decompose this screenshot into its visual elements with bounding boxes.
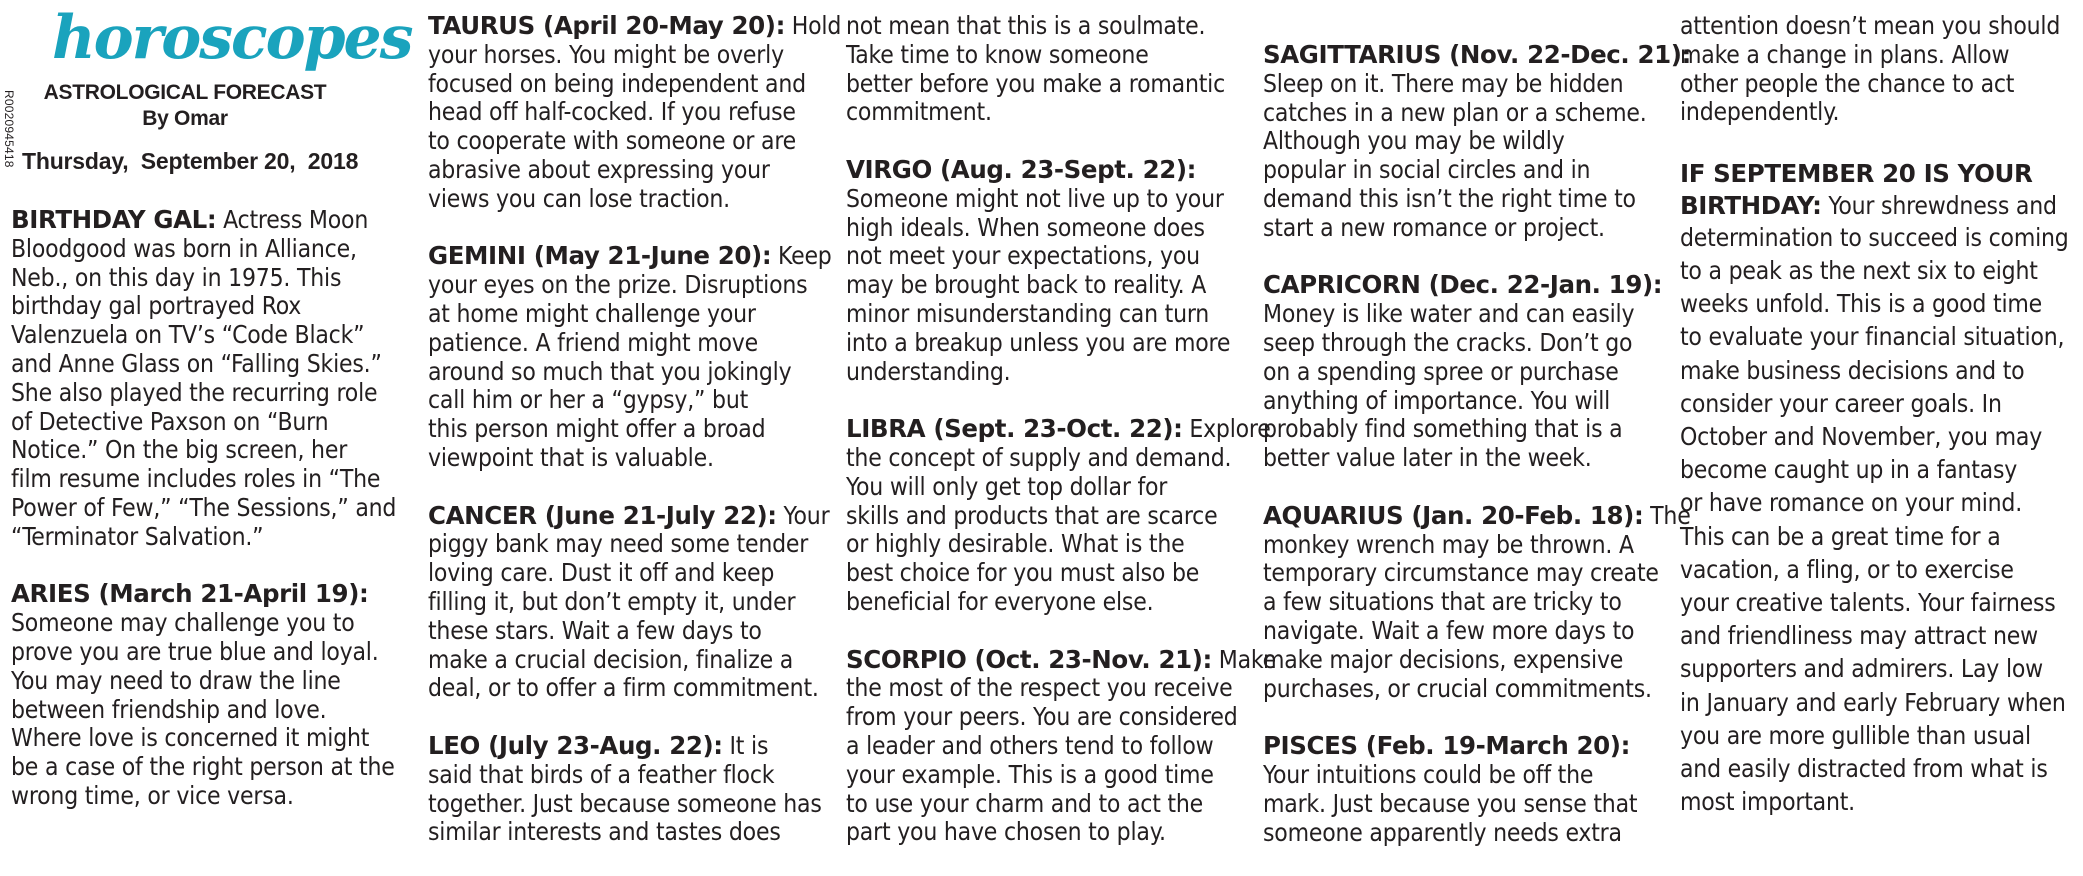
aquarius-entry xyxy=(1263,500,1691,704)
entry-line: Money is like water and can easily xyxy=(1263,299,1635,329)
entry-line: your horses. You might be overly xyxy=(428,39,784,69)
entry-line: of Detective Paxson on “Burn xyxy=(11,406,329,436)
entry-line: on a spending spree or purchase xyxy=(1263,356,1619,386)
leo-entry-continued xyxy=(846,12,1246,127)
entry-line: Take time to know someone xyxy=(846,39,1149,69)
taurus-heading: TAURUS (April 20-May 20): xyxy=(428,11,785,40)
entry-line: patience. A friend might move xyxy=(428,327,758,357)
entry-line: your eyes on the prize. Disruptions xyxy=(428,270,808,300)
entry-line: She also played the recurring role xyxy=(11,377,378,407)
entry-line: make a change in plans. Allow xyxy=(1680,39,2010,69)
sagittarius-entry xyxy=(1263,40,1691,243)
entry-line: and Anne Glass on “Falling Skies.” xyxy=(11,348,382,378)
entry-line: It is xyxy=(722,730,769,760)
entry-line: at home might challenge your xyxy=(428,298,756,328)
scorpio-heading: SCORPIO (Oct. 23-Nov. 21): xyxy=(846,644,1212,674)
leo-heading: LEO (July 23-Aug. 22): xyxy=(428,730,723,760)
entry-line: Make xyxy=(1211,644,1276,674)
publish-date: Thursday, September 20, 2018 xyxy=(22,148,359,174)
entry-line: become caught up in a fantasy xyxy=(1680,455,2018,485)
entry-line: to evaluate your financial situation, xyxy=(1680,322,2065,352)
libra-heading: LIBRA (Sept. 23-Oct. 22): xyxy=(846,414,1183,444)
column-3 xyxy=(846,11,1276,876)
entry-line: independently. xyxy=(1680,97,1840,127)
cancer-entry xyxy=(428,502,828,704)
column-1 xyxy=(11,206,411,840)
entry-line: Hold xyxy=(784,11,842,40)
entry-line: Someone may challenge you to xyxy=(11,608,355,638)
entry-line: October and November, you may xyxy=(1680,422,2043,451)
entry-line: understanding. xyxy=(846,356,1011,386)
entry-line: viewpoint that is valuable. xyxy=(428,442,714,472)
entry-line: piggy bank may need some tender xyxy=(428,529,809,559)
entry-line: this person might offer a broad xyxy=(428,414,766,444)
libra-entry xyxy=(846,414,1271,617)
capricorn-entry xyxy=(1263,271,1663,473)
entry-line: The xyxy=(1643,500,1691,530)
column-subtitle xyxy=(40,80,330,132)
entry-line: Your shrewdness and xyxy=(1821,190,2057,220)
entry-line: between friendship and love. xyxy=(11,694,327,724)
entry-line: part you have chosen to play. xyxy=(846,817,1166,847)
subtitle-line-1: ASTROLOGICAL FORECAST xyxy=(43,81,327,104)
entry-line: weeks unfold. This is a good time xyxy=(1680,289,2043,319)
entry-line: not mean that this is a soulmate. xyxy=(846,11,1206,40)
pisces-entry xyxy=(1263,732,1663,847)
entry-line: temporary circumstance may create xyxy=(1263,558,1659,588)
entry-line: said that birds of a feather flock xyxy=(428,759,775,789)
entry-line: to cooperate with someone or are xyxy=(428,126,797,156)
entry-line: mark. Just because you sense that xyxy=(1263,788,1638,818)
birthday-heading-2: BIRTHDAY: xyxy=(1680,190,1822,220)
entry-line: prove you are true blue and loyal. xyxy=(11,636,379,666)
entry-line: Power of Few,” “The Sessions,” and xyxy=(11,492,397,522)
scorpio-entry xyxy=(846,644,1276,848)
aries-entry xyxy=(11,580,411,810)
entry-line: probably find something that is a xyxy=(1263,414,1623,444)
entry-line: Explore xyxy=(1182,414,1271,444)
entry-line: make major decisions, expensive xyxy=(1263,644,1624,674)
entry-line: Your intuitions could be off the xyxy=(1263,759,1594,789)
entry-line: navigate. Wait a few more days to xyxy=(1263,615,1635,645)
entry-line: or have romance on your mind. xyxy=(1680,488,2023,518)
entry-line: your example. This is a good time xyxy=(846,759,1214,789)
entry-line: to use your charm and to act the xyxy=(846,788,1204,818)
entry-line: into a breakup unless you are more xyxy=(846,327,1231,357)
entry-line: loving care. Dust it off and keep xyxy=(428,558,775,588)
column-4 xyxy=(1263,40,1691,876)
entry-line: This can be a great time for a xyxy=(1680,521,2001,551)
column-5 xyxy=(1680,12,2080,847)
entry-line: from your peers. You are considered xyxy=(846,702,1238,732)
entry-line: Keep xyxy=(771,241,832,271)
entry-line: better value later in the week. xyxy=(1263,443,1592,473)
entry-line: monkey wrench may be thrown. A xyxy=(1263,529,1634,559)
entry-line: wrong time, or vice versa. xyxy=(11,780,294,810)
entry-line: the most of the respect you receive xyxy=(846,673,1233,703)
virgo-entry xyxy=(846,156,1246,386)
entry-line: be a case of the right person at the xyxy=(11,752,395,782)
capricorn-heading: CAPRICORN (Dec. 22-Jan. 19): xyxy=(1263,270,1663,300)
horoscopes-logo: horoscopes xyxy=(52,3,412,73)
entry-line: determination to succeed is coming xyxy=(1680,222,2069,252)
entry-line: head off half-cocked. If you refuse xyxy=(428,97,796,127)
entry-line: make business decisions and to xyxy=(1680,355,2025,385)
entry-line: supporters and admirers. Lay low xyxy=(1680,654,2043,684)
entry-line: and easily distracted from what is xyxy=(1680,754,2048,784)
entry-line: minor misunderstanding can turn xyxy=(846,298,1210,328)
pisces-entry-continued xyxy=(1680,12,2080,127)
entry-line: attention doesn’t mean you should xyxy=(1680,11,2061,40)
birthday-gal-heading: BIRTHDAY GAL: xyxy=(11,205,217,234)
entry-line: You will only get top dollar for xyxy=(846,471,1168,501)
entry-line: around so much that you jokingly xyxy=(428,356,792,386)
entry-line: someone apparently needs extra xyxy=(1263,817,1622,847)
entry-line: best choice for you must also be xyxy=(846,558,1200,588)
entry-line: demand this isn’t the right time to xyxy=(1263,183,1636,213)
entry-line: vacation, a fling, or to exercise xyxy=(1680,554,2014,584)
entry-line: start a new romance or project. xyxy=(1263,212,1605,242)
entry-line: or highly desirable. What is the xyxy=(846,529,1185,559)
aquarius-heading: AQUARIUS (Jan. 20-Feb. 18): xyxy=(1263,500,1644,530)
entry-line: Your xyxy=(776,500,830,530)
entry-line: Someone might not live up to your xyxy=(846,183,1224,213)
leo-entry xyxy=(428,732,828,847)
entry-line: similar interests and tastes does xyxy=(428,817,781,847)
gemini-entry xyxy=(428,241,832,472)
entry-line: Valenzuela on TV’s “Code Black” xyxy=(11,320,365,350)
entry-line: you are more gullible than usual xyxy=(1680,720,2031,750)
entry-line: birthday gal portrayed Rox xyxy=(11,291,302,321)
entry-line: Although you may be wildly xyxy=(1263,126,1565,156)
entry-line: abrasive about expressing your xyxy=(428,154,770,184)
entry-line: focused on being independent and xyxy=(428,68,806,98)
entry-line: popular in social circles and in xyxy=(1263,155,1591,185)
entry-line: catches in a new plan or a scheme. xyxy=(1263,97,1647,127)
entry-line: views you can lose traction. xyxy=(428,183,730,213)
entry-line: deal, or to offer a firm commitment. xyxy=(428,673,819,703)
cancer-heading: CANCER (June 21-July 22): xyxy=(428,500,777,530)
entry-line: may be brought back to reality. A xyxy=(846,270,1207,300)
entry-line: other people the chance to act xyxy=(1680,68,2015,98)
entry-line: Actress Moon xyxy=(216,205,369,234)
virgo-heading: VIRGO (Aug. 23-Sept. 22): xyxy=(846,154,1197,184)
entry-line: a leader and others tend to follow xyxy=(846,730,1214,760)
entry-line: Where love is concerned it might xyxy=(11,723,370,753)
entry-line: consider your career goals. In xyxy=(1680,388,2002,418)
birthday-gal-entry xyxy=(11,206,411,552)
entry-line: Bloodgood was born in Alliance, xyxy=(11,233,357,263)
entry-line: skills and products that are scarce xyxy=(846,500,1218,530)
taurus-entry xyxy=(428,11,842,214)
entry-line: commitment. xyxy=(846,97,992,127)
aries-heading: ARIES (March 21-April 19): xyxy=(11,579,369,609)
entry-line: to a peak as the next six to eight xyxy=(1680,255,2038,285)
entry-line: beneficial for everyone else. xyxy=(846,586,1154,616)
entry-line: Sleep on it. There may be hidden xyxy=(1263,68,1624,98)
sagittarius-heading: SAGITTARIUS (Nov. 22-Dec. 21): xyxy=(1263,40,1691,69)
entry-line: Neb., on this day in 1975. This xyxy=(11,262,342,292)
byline: By Omar xyxy=(142,107,228,130)
entry-line: your creative talents. Your fairness xyxy=(1680,588,2056,618)
entry-line: filling it, but don’t empty it, under xyxy=(428,586,796,616)
entry-line: in January and early February when xyxy=(1680,687,2066,717)
entry-line: the concept of supply and demand. xyxy=(846,442,1232,472)
entry-line: and friendliness may attract new xyxy=(1680,621,2038,651)
item-code: R0020945418 xyxy=(2,90,16,168)
entry-line: film resume includes roles in “The xyxy=(11,464,381,494)
entry-line: anything of importance. You will xyxy=(1263,385,1611,415)
entry-line: not meet your expectations, you xyxy=(846,241,1200,271)
entry-line: together. Just because someone has xyxy=(428,788,822,818)
entry-line: these stars. Wait a few days to xyxy=(428,615,762,645)
entry-line: seep through the cracks. Don’t go xyxy=(1263,327,1633,357)
entry-line: better before you make a romantic xyxy=(846,68,1225,98)
entry-line: call him or her a “gypsy,” but xyxy=(428,385,749,415)
pisces-heading: PISCES (Feb. 19-March 20): xyxy=(1263,731,1630,761)
birthday-entry xyxy=(1680,156,2080,818)
entry-line: Notice.” On the big screen, her xyxy=(11,435,348,465)
column-2 xyxy=(428,11,842,876)
entry-line: “Terminator Salvation.” xyxy=(11,521,264,551)
entry-line: most important. xyxy=(1680,787,1855,817)
entry-line: high ideals. When someone does xyxy=(846,212,1205,242)
entry-line: You may need to draw the line xyxy=(11,665,341,695)
entry-line: make a crucial decision, finalize a xyxy=(428,644,794,674)
entry-line: a few situations that are tricky to xyxy=(1263,587,1622,617)
birthday-heading: IF SEPTEMBER 20 IS YOUR xyxy=(1680,158,2033,188)
gemini-heading: GEMINI (May 21-June 20): xyxy=(428,241,772,271)
entry-line: purchases, or crucial commitments. xyxy=(1263,673,1652,703)
